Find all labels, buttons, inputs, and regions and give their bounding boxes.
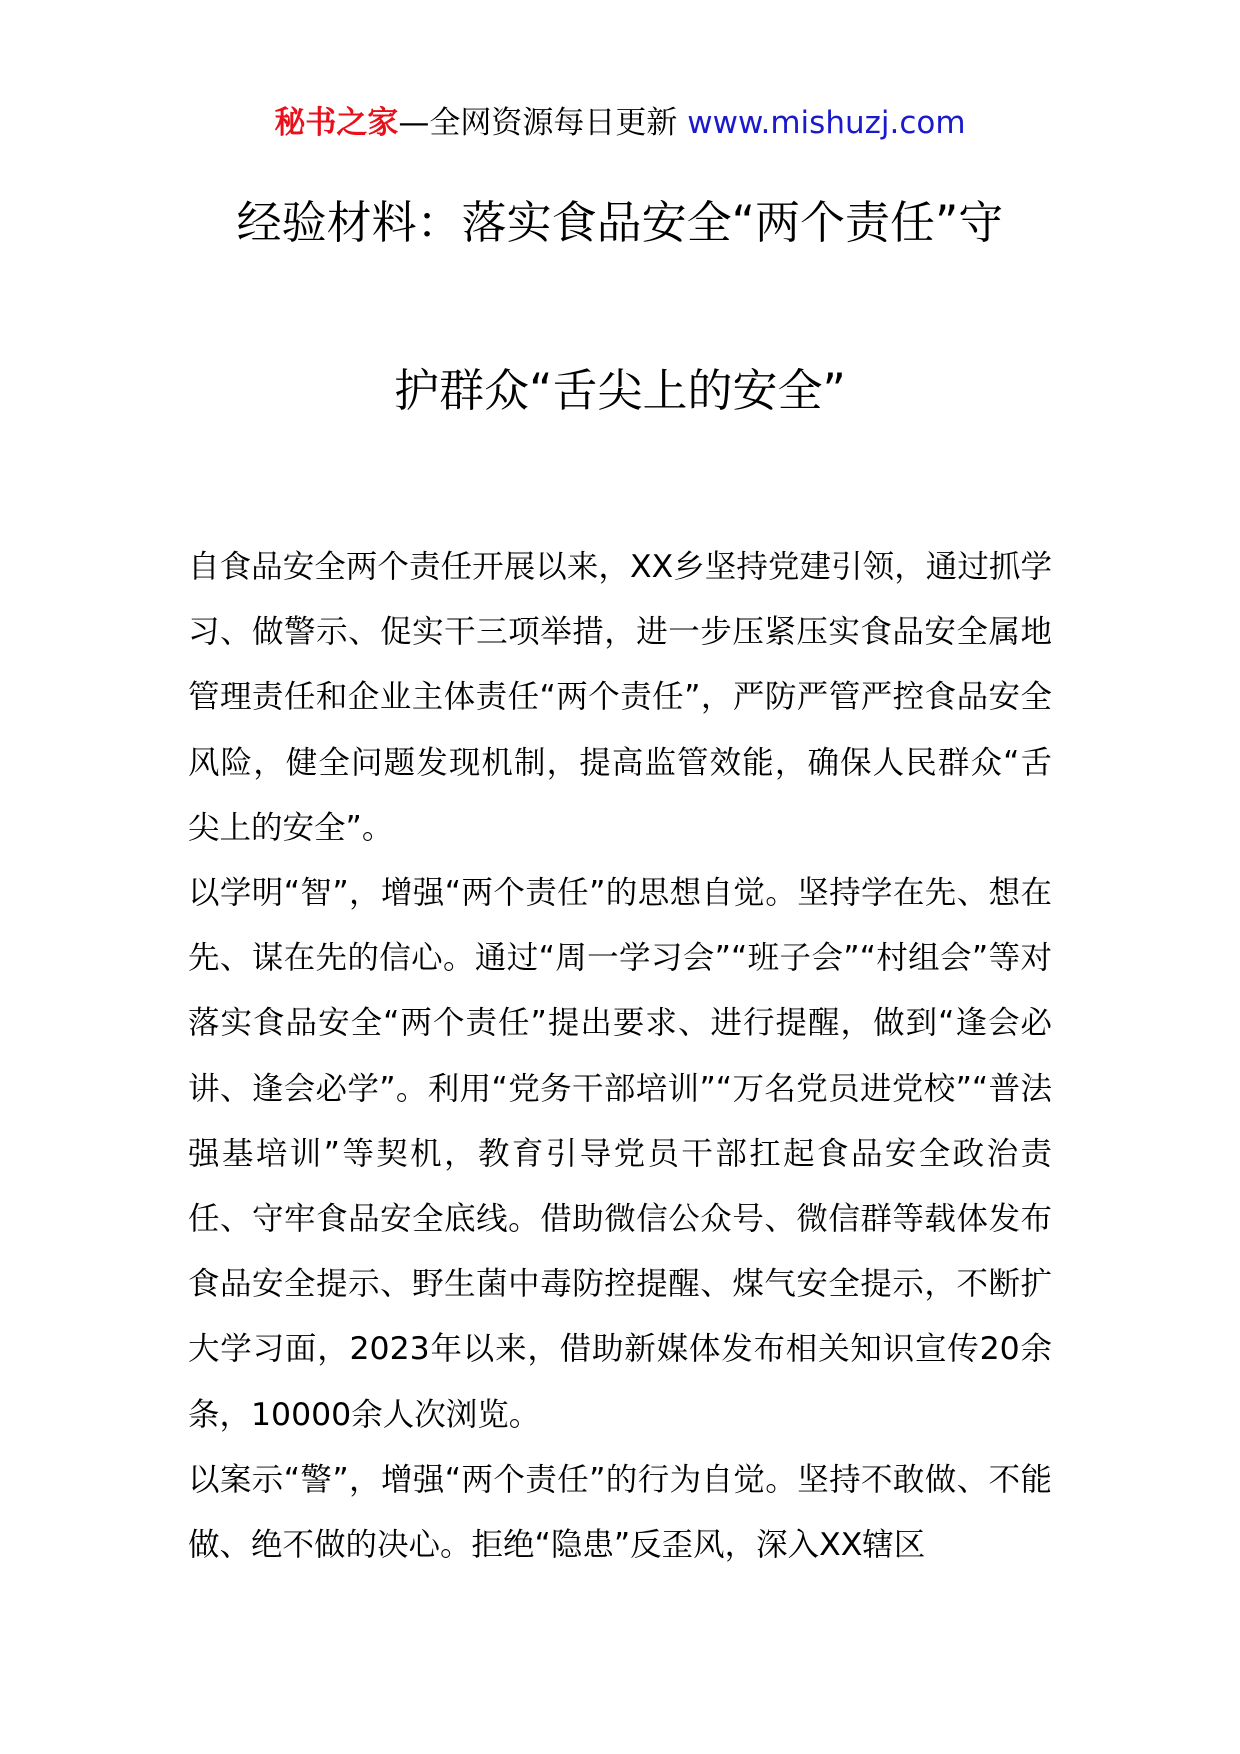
paragraph-warning: 以案示“警”，增强“两个责任”的行为自觉。坚持不敢做、不能做、绝不做的决心。拒绝“隐患”反歪风，深入XX辖区	[188, 1461, 1052, 1564]
paragraph-study: 以学明“智”，增强“两个责任”的思想自觉。坚持学在先、想在先、谋在先的信心。通过“周一学习会”“班子会”“村组会”等对落实食品安全“两个责任”提出要求、进行提醒，做到“逢会必讲、逢会必学”。利用“党务干部培训”“万名党员进党校”“普法强基培训”等契机，教育引导党员干部扛起食品安全政治责任、守牢食品安全底线。借助微信公众号、微信群等载体发布食品安全提示、野生菌中毒防控提醒、煤气安全提示，不断扩大学习面，2023年以来，借助新媒体发布相关知识宣传20余条，10000余人次浏览。	[188, 875, 1052, 1433]
document-title	[150, 192, 1090, 422]
site-url-link[interactable]: www.mishuzj.com	[687, 105, 966, 141]
title-line-2: 护群众“舌尖上的安全”	[394, 364, 846, 417]
header-banner	[0, 98, 1240, 148]
document-body	[188, 535, 1052, 1578]
brand-name: 秘书之家	[274, 105, 399, 141]
header-tagline: —全网资源每日更新	[398, 105, 688, 141]
title-line-1: 经验材料：落实食品安全“两个责任”守	[236, 196, 1004, 249]
paragraph-intro: 自食品安全两个责任开展以来，XX乡坚持党建引领，通过抓学习、做警示、促实干三项举措，进一步压紧压实食品安全属地管理责任和企业主体责任“两个责任”，严防严管严控食品安全风险，健全问题发现机制，提高监管效能，确保人民群众“舌尖上的安全”。	[188, 549, 1052, 846]
